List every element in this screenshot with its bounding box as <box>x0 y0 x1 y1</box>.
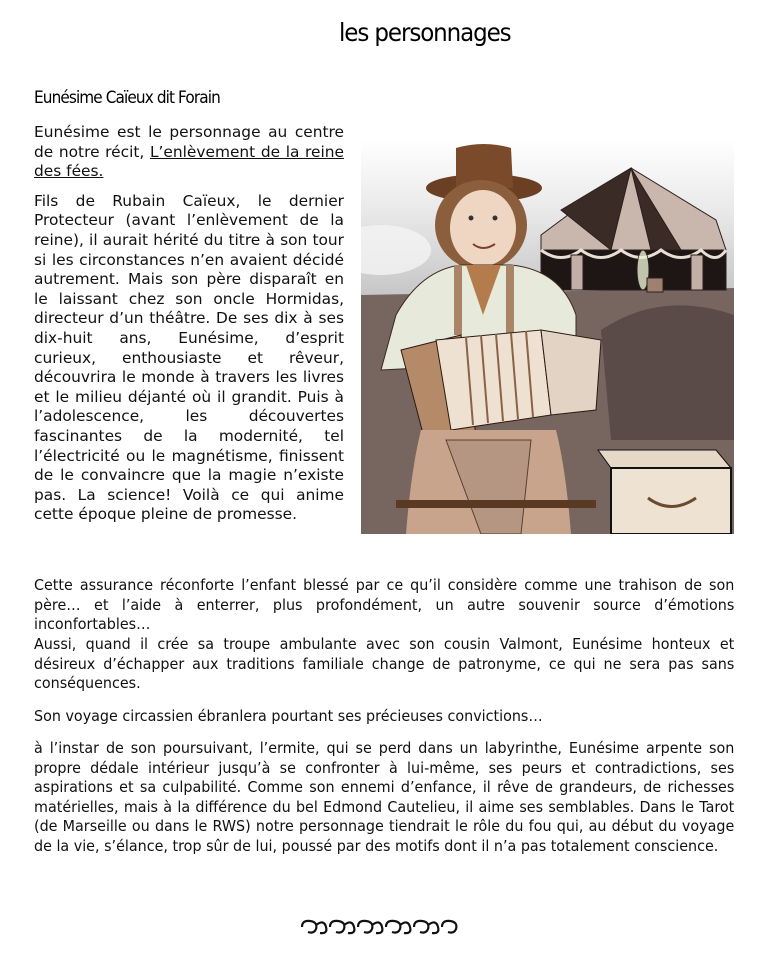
ornament-divider-icon <box>298 917 464 937</box>
paragraph-3: Aussi, quand il crée sa troupe ambulante avec son cousin Valmont, Eunésime honteux et désireux d’échapper aux traditions familiale change de patronyme, ce qui ne sera pas sans conséquences. <box>34 635 735 693</box>
trunk <box>598 450 731 534</box>
paragraph-2: Cette assurance réconforte l’enfant blessé par ce qu’il considère comme une trahison de son père… et l’aide à enterrer, plus profondément, un autre souvenir source d’émotions inconfortables… <box>34 576 735 634</box>
book-title-link[interactable]: L’enlèvement de la reine des fées. <box>34 142 345 181</box>
page-title: les personnages <box>339 18 511 47</box>
left-column <box>34 123 344 535</box>
biography-paragraph: Fils de Rubain Caïeux, le dernier Protecteur (avant l’enlèvement de la reine), il aurait hérité du titre à son tour si les circonstances n’en avaient décidé autrement. Mais son père disparaît en le laissant chez son oncle Hormidas, directeur d’un théâtre. De ses dix à ses dix-huit ans, Eunésime, d’esprit curieux, enthousiaste et rêveur, découvrira le monde à travers les livres et le milieu déjanté où il grandit. Puis à l’adolescence, les découvertes fascinantes de la modernité, tel l’électricité ou le magnétisme, finissent de le convaincre que la magie n’existe pas. La science! Voilà ce qui anime cette époque pleine de promesse. <box>34 191 344 524</box>
intro-paragraph: Eunésime est le personnage au centre de notre récit, L’enlèvement de la reine des fées. <box>34 123 345 181</box>
paragraph-4: Son voyage circassien ébranlera pourtant ses précieuses convictions… <box>34 707 543 725</box>
accordion-player-illustration <box>361 140 734 534</box>
paragraph-5: à l’instar de son poursuivant, l’ermite, qui se perd dans un labyrinthe, Eunésime arpente son propre dédale intérieur jusqu’à se confronter à lui-même, ses peurs et contradictions, ses aspirations et sa culpabilité. Comme son ennemi d’enfance, il rêve de grandeurs, de richesses matérielles, mais à la différence du bel Edmond Cautelieu, il aime ses semblables. Dans le Tarot (de Marseille ou dans le RWS) notre personnage tiendrait le rôle du fou qui, au début du voyage de la vie, s’élance, trop sûr de lui, poussé par des motifs dont il n’a pas totalement conscience. <box>34 739 735 855</box>
section-title: Eunésime Caïeux dit Forain <box>34 88 220 108</box>
circus-tent <box>541 168 726 292</box>
character-illustration <box>361 140 734 534</box>
